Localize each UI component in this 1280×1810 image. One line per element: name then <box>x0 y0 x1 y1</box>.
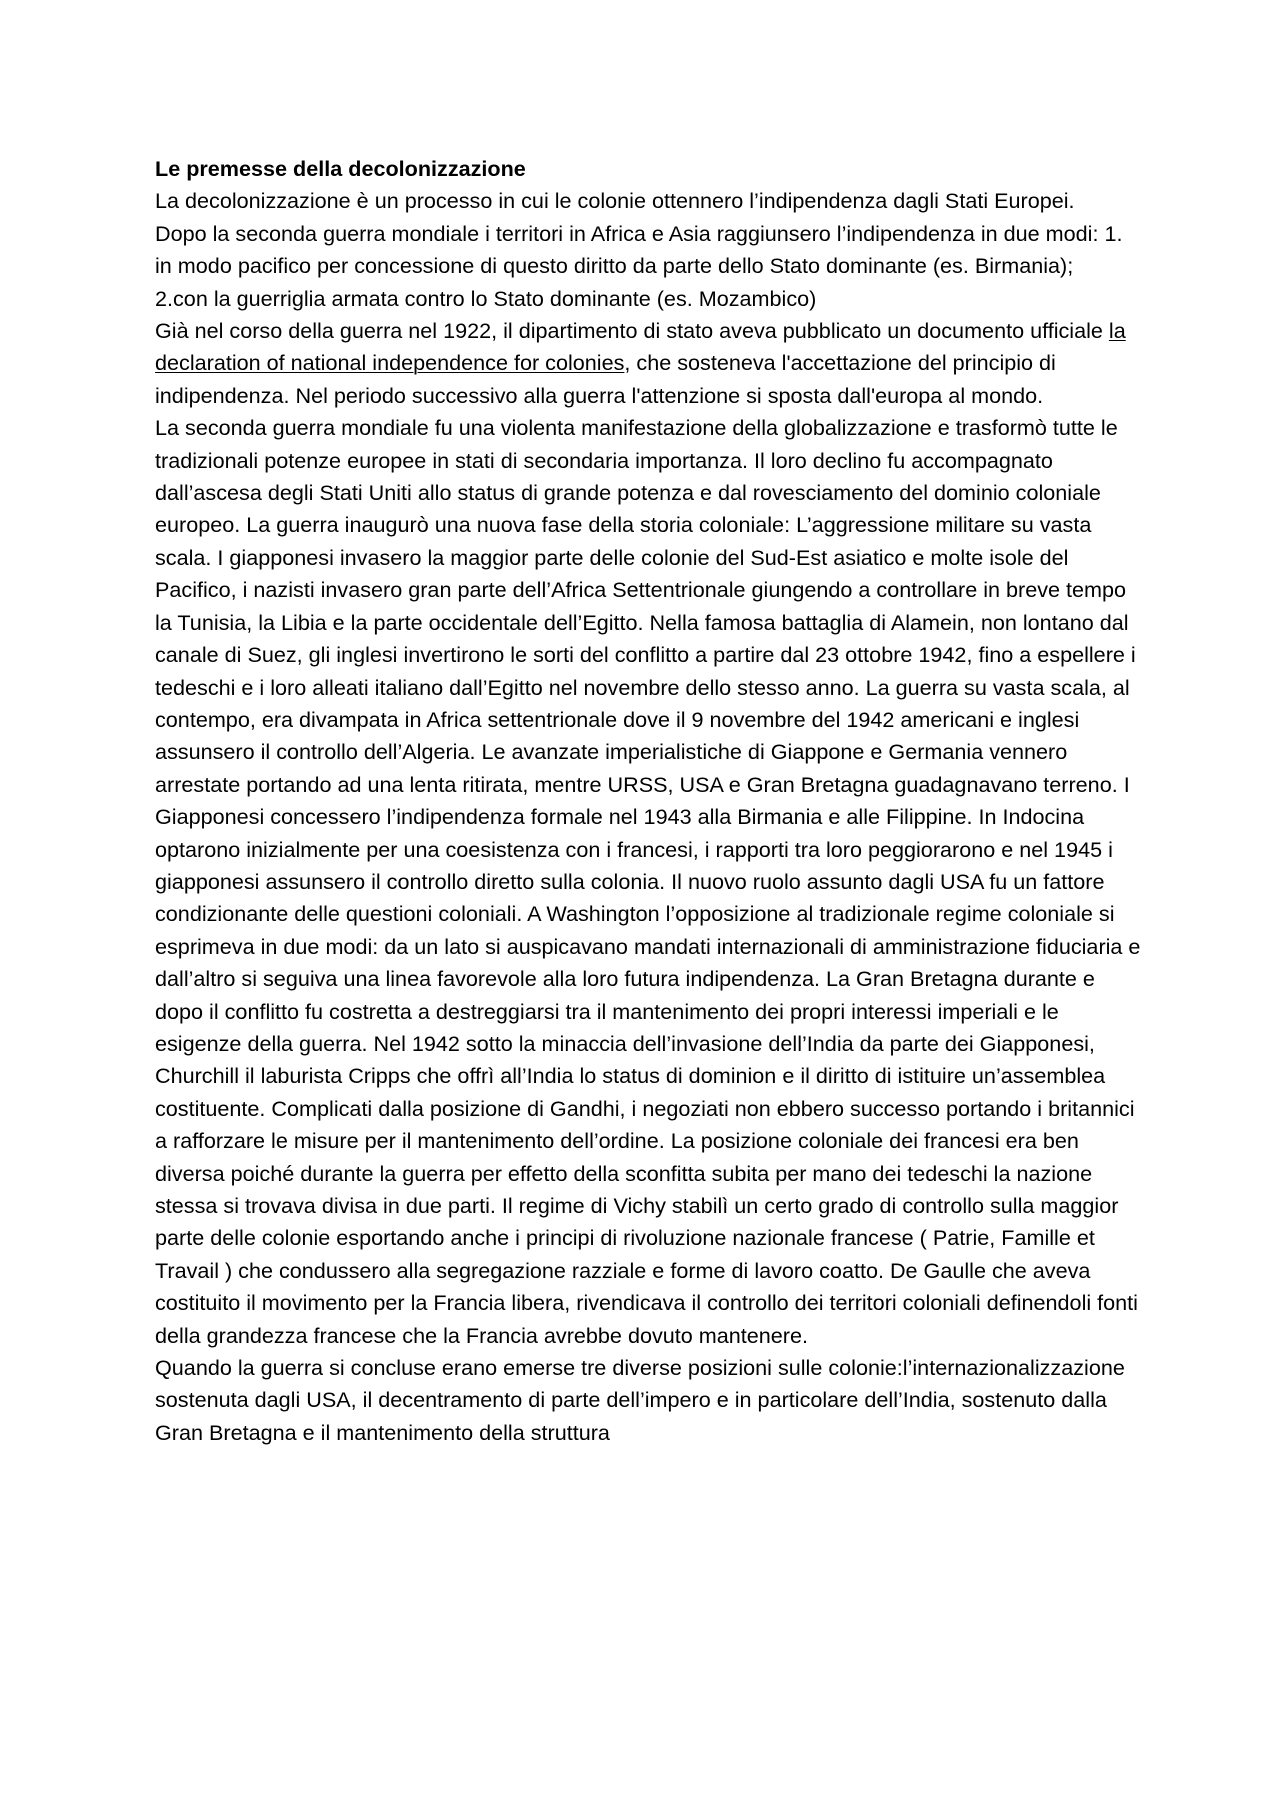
paragraph-world-war-two: La seconda guerra mondiale fu una violenta manifestazione della globalizzazione e trasformò tutte le tradizionali potenze europee in stati di secondaria importanza. Il loro declino fu accompagnato dall’ascesa degli Stati Uniti allo status di grande potenza e dal rovesciamento del dominio coloniale europeo. La guerra inaugurò una nuova fase della storia coloniale: L’aggressione militare su vasta scala. I giapponesi invasero la maggior parte delle colonie del Sud-Est asiatico e molte isole del Pacifico, i nazisti invasero gran parte dell’Africa Settentrionale giungendo a controllare in breve tempo la Tunisia, la Libia e la parte occidentale dell’Egitto. Nella famosa battaglia di Alamein, non lontano dal canale di Suez, gli inglesi invertirono le sorti del conflitto a partire dal 23 ottobre 1942, fino a espellere i tedeschi e i loro alleati italiano dall’Egitto nel novembre dello stesso anno. La guerra su vasta scala, al contempo, era divampata in Africa settentrionale dove il 9 novembre del 1942 americani e inglesi assunsero il controllo dell’Algeria. Le avanzate imperialistiche di Giappone e Germania vennero arrestate portando ad una lenta ritirata, mentre URSS, USA e Gran Bretagna guadagnavano terreno. I Giapponesi concessero l’indipendenza formale nel 1943 alla Birmania e alle Filippine. In Indocina optarono inizialmente per una coesistenza con i francesi, i rapporti tra loro peggiorarono e nel 1945 i giapponesi assunsero il controllo diretto sulla colonia. Il nuovo ruolo assunto dagli USA fu un fattore condizionante delle questioni coloniali. A Washington l’opposizione al tradizionale regime coloniale si esprimeva in due modi: da un lato si auspicavano mandati internazionali di amministrazione fiduciaria e dall’altro si seguiva una linea favorevole alla loro futura indipendenza. La Gran Bretagna durante e dopo il conflitto fu costretta a destreggiarsi tra il mantenimento dei propri interessi imperiali e le esigenze della guerra. Nel 1942 sotto la minaccia dell’invasione dell’India da parte dei Giapponesi, Churchill il laburista Cripps che offrì all’India lo status di dominion e il diritto di istituire un’assemblea costituente. Complicati dalla posizione di Gandhi, i negoziati non ebbero successo portando i britannici a rafforzare le misure per il mantenimento dell’ordine. La posizione coloniale dei francesi era ben diversa poiché durante la guerra per effetto della sconfitta subita per mano dei tedeschi la nazione stessa si trovava divisa in due parti. Il regime di Vichy stabilì un certo grado di controllo sulla maggior parte delle colonie esportando anche i principi di rivoluzione nazionale francese ( Patrie, Famille et Travail ) che condussero alla segregazione razziale e forme di lavoro coatto. De Gaulle che aveva costituito il movimento per la Francia libera, rivendicava il controllo dei territori coloniali definendoli fonti della grandezza francese che la Francia avrebbe dovuto mantenere. <box>155 415 1141 1348</box>
document-page <box>155 153 1145 1449</box>
declaration-link[interactable]: la declaration of national independence for colonies <box>155 318 1126 376</box>
paragraph-definition: La decolonizzazione è un processo in cui le colonie ottennero l’indipendenza dagli Stati Europei. <box>155 188 1075 214</box>
paragraph-two-ways: Dopo la seconda guerra mondiale i territori in Africa e Asia raggiunsero l’indipendenza in due modi: 1. in modo pacifico per concessione di questo diritto da parte dello Stato dominante (es. Birmania); <box>155 220 1123 279</box>
declaration-text-after: , che sosteneva l'accettazione del principio di indipendenza. Nel periodo successivo alla guerra l'attenzione si sposta dall'europa al mondo. <box>155 350 1056 408</box>
paragraph-declaration <box>155 315 1145 412</box>
paragraph-postwar-positions: Quando la guerra si concluse erano emerse tre diverse posizioni sulle colonie:l’internazionalizzazione sostenuta dagli USA, il decentramento di parte dell’impero e in particolare dell’India, sostenuto dalla Gran Bretagna e il mantenimento della struttura <box>155 1355 1125 1445</box>
declaration-text-before: Già nel corso della guerra nel 1922, il dipartimento di stato aveva pubblicato un documento ufficiale <box>155 318 1109 344</box>
paragraph-guerrilla: 2.con la guerriglia armata contro lo Stato dominante (es. Mozambico) <box>155 285 817 311</box>
document-title: Le premesse della decolonizzazione <box>155 156 526 181</box>
